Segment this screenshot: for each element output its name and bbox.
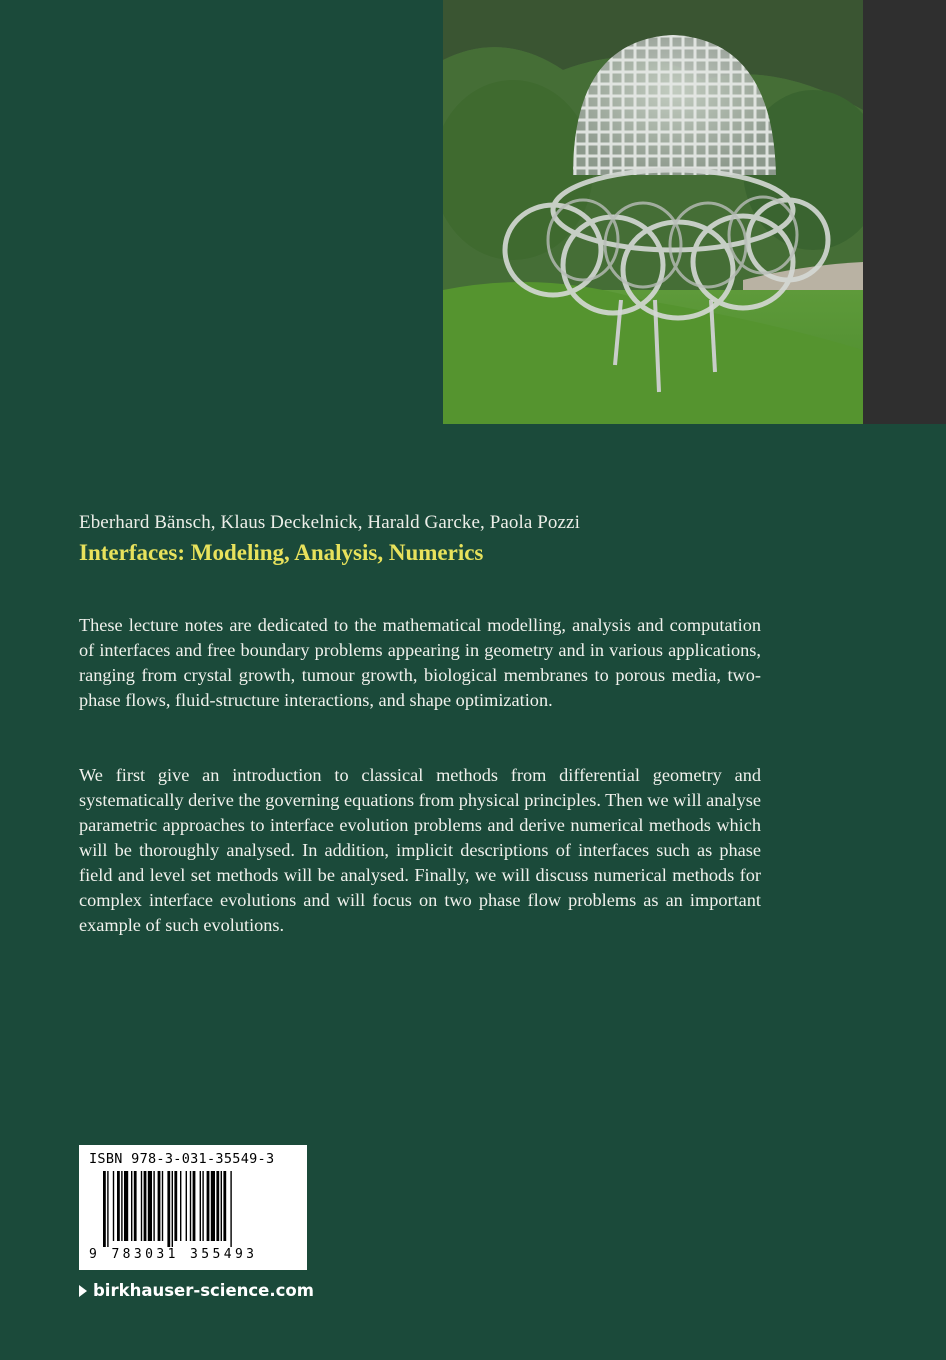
barcode-bar: [200, 1171, 201, 1241]
blurb-paragraph-1: These lecture notes are dedicated to the mathematical modelling, analysis and computation of interfaces and free boundary problems appearing in geometry and in various applications, ranging from crystal growth, tumour growth, biological membranes to porous media, two-phase flows, fluid-structure interactions, and shape optimization.: [79, 615, 761, 710]
publisher-website[interactable]: [79, 1281, 314, 1300]
isbn-label: ISBN 978-3-031-35549-3: [89, 1151, 275, 1167]
barcode-digits: 9 783031 355493: [89, 1247, 258, 1262]
barcode-bar: [148, 1171, 152, 1241]
barcode-bar: [124, 1171, 128, 1241]
barcode-bar: [162, 1171, 163, 1241]
barcode-bar: [141, 1171, 142, 1241]
barcode-bar: [107, 1171, 108, 1247]
barcode-bar: [186, 1171, 187, 1241]
barcode-bar: [117, 1171, 120, 1241]
barcode-bar: [167, 1171, 170, 1247]
barcode-bar: [223, 1171, 226, 1241]
barcode-bar: [211, 1171, 215, 1241]
barcode-bar: [180, 1171, 181, 1241]
barcode-bar: [134, 1171, 137, 1241]
barcode-bar: [207, 1171, 210, 1241]
barcode-bar: [121, 1171, 122, 1241]
publisher-website-text: birkhauser-science.com: [93, 1281, 314, 1300]
barcode-bar: [193, 1171, 196, 1241]
cover-dark-strip: [863, 0, 946, 424]
barcode-bar: [190, 1171, 191, 1241]
barcode-bar: [153, 1171, 154, 1241]
barcode-bar: [144, 1171, 147, 1241]
cover-photo-sculpture: [443, 0, 863, 424]
barcode-bar: [113, 1171, 114, 1241]
barcode-bar: [202, 1171, 203, 1241]
arrow-icon: [79, 1285, 87, 1297]
barcode-bar: [174, 1171, 177, 1241]
barcode-bar: [172, 1171, 173, 1247]
barcode-bars: [103, 1171, 283, 1247]
barcode-bar: [221, 1171, 222, 1241]
book-title: Interfaces: Modeling, Analysis, Numerics: [79, 540, 484, 565]
sculpture-image: [443, 0, 863, 424]
barcode-bar: [216, 1171, 219, 1241]
barcode-bar: [230, 1171, 231, 1247]
barcode-bar: [158, 1171, 161, 1241]
isbn-barcode: [79, 1145, 307, 1270]
book-authors: Eberhard Bänsch, Klaus Deckelnick, Harald Garcke, Paola Pozzi: [79, 512, 580, 533]
blurb-paragraph-2: We first give an introduction to classical methods from differential geometry and systematically derive the governing equations from physical principles. Then we will analyse parametric approaches to interface evolution problems and derive numerical methods which will be thoroughly analysed. In addition, implicit descriptions of interfaces such as phase field and level set methods will be analysed. Finally, we will discuss numerical methods for complex interface evolutions and will focus on two phase flow problems as an important example of such evolutions.: [79, 765, 761, 935]
barcode-bar: [103, 1171, 106, 1247]
barcode-bar: [131, 1171, 132, 1241]
